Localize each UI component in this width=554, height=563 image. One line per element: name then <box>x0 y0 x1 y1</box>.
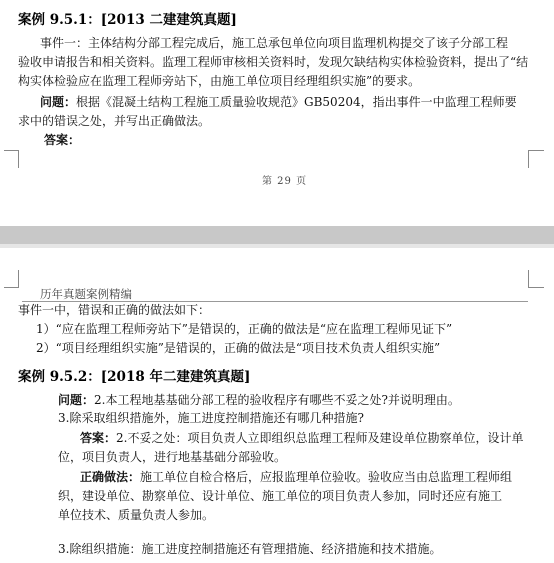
question-line: 求中的错误之处，并写出正确做法。 <box>18 114 211 128</box>
event-paragraph-line: 构实体检验应在监理工程师旁站下，由施工单位项目经理组织实施”的要求。 <box>18 74 421 88</box>
crop-mark <box>4 150 18 151</box>
crop-mark <box>18 150 19 168</box>
correct-line: 织，建设单位、勘察单位、设计单位、施工单位的项目负责人参加，同时还应有施工 <box>58 489 503 503</box>
question-line <box>40 93 517 112</box>
question-text: 2.本工程地基基础分部工程的验收程序有哪些不妥之处?并说明理由。 <box>94 393 460 407</box>
question-label: 问题： <box>40 95 77 109</box>
answer-line: 位，项目负责人，进行地基基础分部验收。 <box>58 450 287 464</box>
crop-mark <box>528 270 529 288</box>
correct-label: 正确做法： <box>80 470 141 484</box>
crop-mark <box>528 150 529 168</box>
answer-label: 答案： <box>80 431 117 445</box>
answer-text: 2.不妥之处：项目负责人立即组织总监理工程师及建设单位勘察单位，设计单 <box>116 431 524 445</box>
page-gap <box>0 226 554 244</box>
correct-line <box>80 468 512 487</box>
answer-item: 1）“应在监理工程师旁站下”是错误的，正确的做法是“应在监理工程师见证下” <box>36 322 453 336</box>
document-page-bottom <box>0 248 554 563</box>
running-header: 历年真题案例精编 <box>40 287 132 301</box>
document-page-top <box>0 0 554 226</box>
question-line: 3.除采取组织措施外，施工进度控制措施还有哪几种措施? <box>58 411 364 425</box>
crop-mark <box>528 150 544 151</box>
correct-text: 施工单位自检合格后，应报监理单位验收。验收应当由总监理工程师组 <box>140 470 513 484</box>
case-title: 案例 9.5.1：[2013 二建建筑真题] <box>18 12 237 28</box>
event-paragraph-line: 验收申请报告和相关资料。监理工程师审核相关资料时，发现欠缺结构实体检验资料，提出了“结 <box>18 55 529 69</box>
answer-line <box>80 429 523 448</box>
event-paragraph-line: 事件一：主体结构分部工程完成后，施工总承包单位向项目监理机构提交了该子分部工程 <box>40 36 509 50</box>
question-line <box>58 391 460 410</box>
crop-mark <box>18 270 19 288</box>
case-title: 案例 9.5.2：[2018 年二建建筑真题] <box>18 369 251 385</box>
page-number: 第 29 页 <box>262 176 308 187</box>
measures-line: 3.除组织措施：施工进度控制措施还有管理措施、经济措施和技术措施。 <box>58 542 442 556</box>
answer-label: 答案： <box>44 133 81 147</box>
crop-mark <box>4 287 18 288</box>
crop-mark <box>528 287 544 288</box>
question-label: 问题： <box>58 393 95 407</box>
answer-intro: 事件一中，错误和正确的做法如下： <box>18 303 211 317</box>
question-text: 根据《混凝土结构工程施工质量验收规范》GB50204，指出事件一中监理工程师要 <box>76 95 517 109</box>
correct-line: 单位技术、质量负责人参加。 <box>58 508 215 522</box>
answer-item: 2）“项目经理组织实施”是错误的，正确的做法是“项目技术负责人组织实施” <box>36 341 441 355</box>
